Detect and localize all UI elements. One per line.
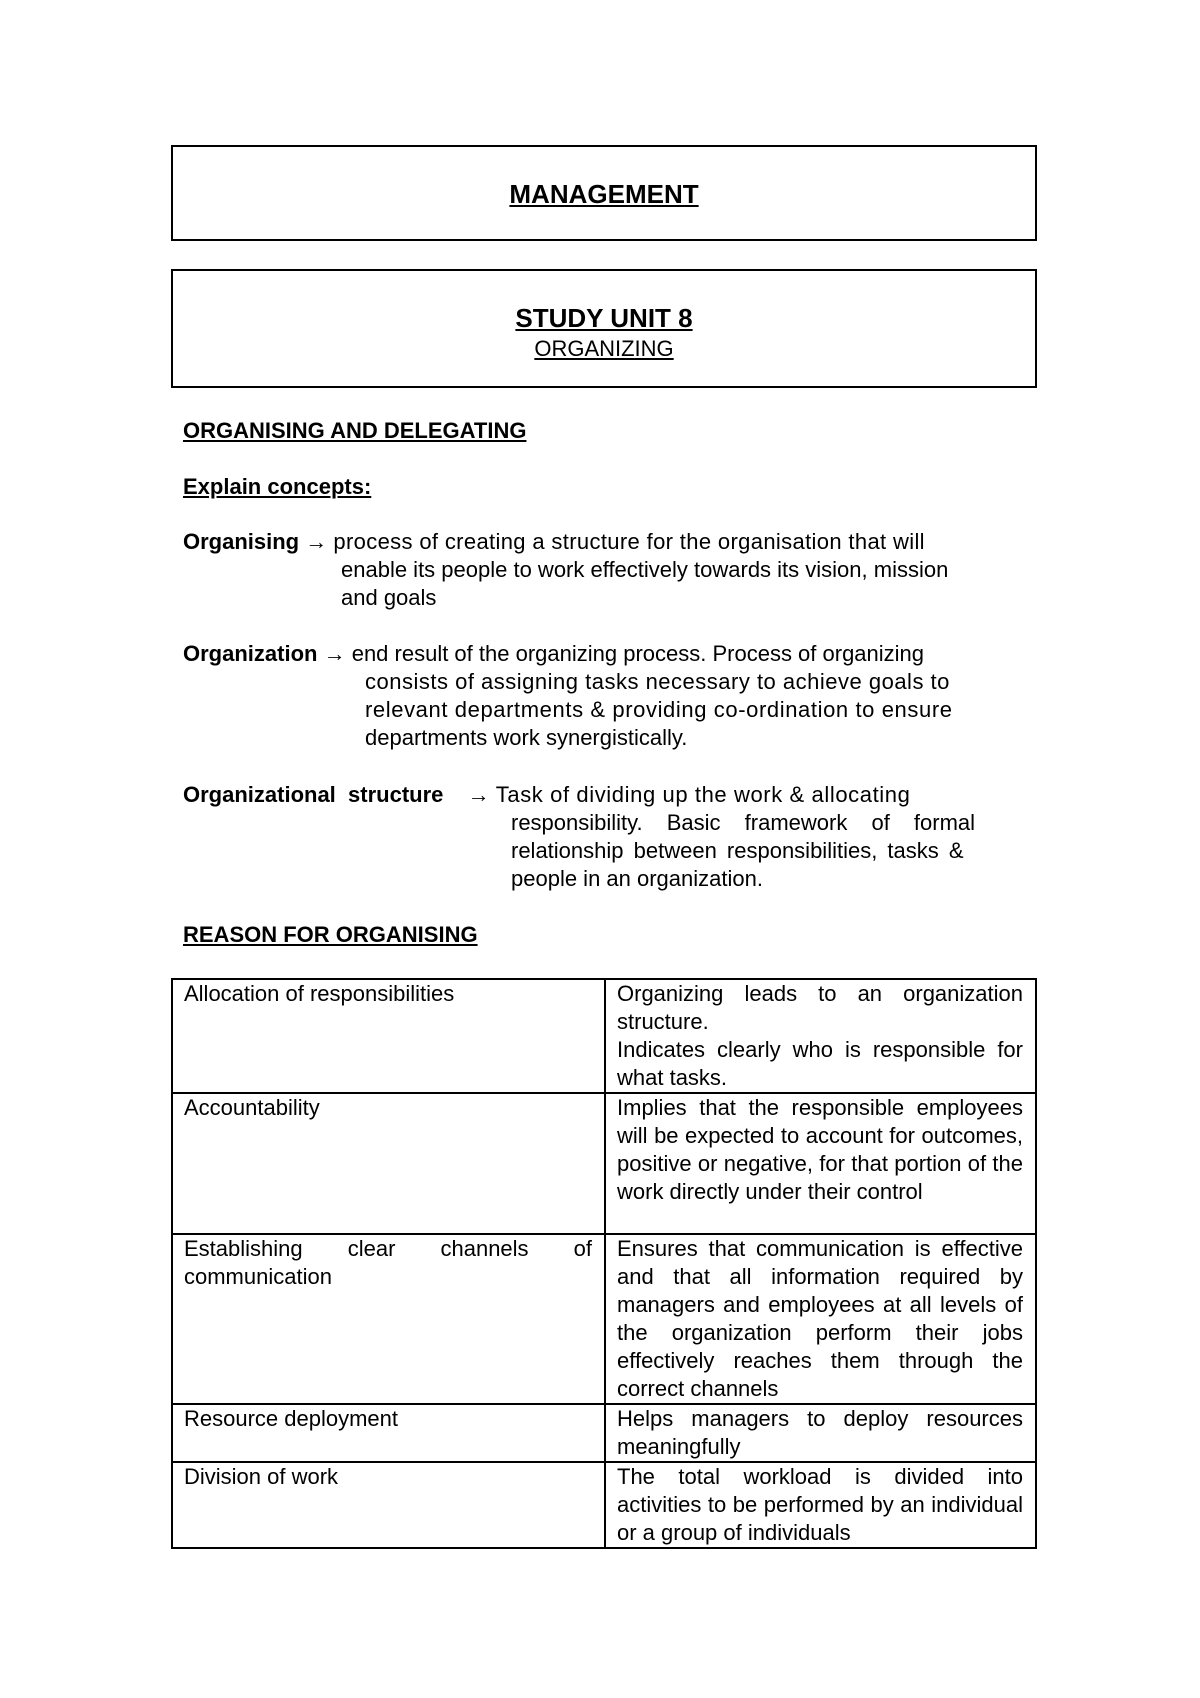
concept-term: Organising (183, 529, 300, 554)
explanation-cell (605, 1234, 1036, 1404)
explanation-text: Ensures that communication is effective and that all information required by managers and employees at all levels of the organization perform their jobs effectively reaches them through the correct channels (617, 1236, 1023, 1401)
concept-definition: end result of the organizing process. Process of organizing (351, 641, 925, 666)
concept-definition: Task of dividing up the work & allocating (495, 782, 911, 807)
concept-first-line (183, 640, 924, 668)
title-box (171, 145, 1037, 241)
concept-first-line (183, 781, 910, 809)
table-row (172, 1093, 1036, 1234)
concept-definition-line: people in an organization. (511, 866, 763, 891)
concept-definition-line: relevant departments & providing co-ordination to ensure (365, 697, 953, 722)
concept-term: Organization (183, 641, 318, 666)
explanation-text: Helps managers to deploy resources meaningfully (617, 1406, 1023, 1459)
reason-text: Allocation of responsibilities (184, 981, 455, 1006)
concept-definition-line: relationship between responsibilities, tasks & (511, 838, 964, 863)
study-unit-title: STUDY UNIT 8 (515, 303, 693, 333)
reason-cell (172, 979, 605, 1093)
reason-text: Establishing clear channels of communication (184, 1236, 592, 1289)
table-row (172, 1404, 1036, 1462)
explanation-cell (605, 1093, 1036, 1234)
concept-definition-line: departments work synergistically. (365, 725, 688, 750)
concept-definition-line: enable its people to work effectively towards its vision, mission (341, 557, 949, 582)
table-row (172, 1234, 1036, 1404)
concept-definition: process of creating a structure for the organisation that will (333, 529, 925, 554)
arrow-icon: → (323, 641, 346, 666)
reason-text: Division of work (184, 1464, 339, 1489)
explanation-cell (605, 1462, 1036, 1548)
concept-term: Organizational structure (183, 782, 444, 807)
reason-cell (172, 1093, 605, 1234)
concept-definition-line: and goals (341, 585, 437, 610)
arrow-icon: → (467, 782, 490, 807)
study-unit-subtitle: ORGANIZING (534, 336, 674, 361)
explanation-text: Indicates clearly who is responsible for what tasks. (617, 1037, 1023, 1090)
concept-definition-line: responsibility. Basic framework of formal (511, 810, 976, 835)
table-row (172, 979, 1036, 1093)
reason-cell (172, 1462, 605, 1548)
explanation-text: Organizing leads to an organization structure. (617, 981, 1023, 1034)
unit-box (171, 269, 1037, 388)
explanation-cell (605, 1404, 1036, 1462)
explanation-text: The total workload is divided into activities to be performed by an individual or a group of individuals (617, 1464, 1023, 1545)
explanation-text: Implies that the responsible employees will be expected to account for outcomes, positive or negative, for that portion of the work directly under their control (617, 1095, 1023, 1204)
concept-first-line (183, 528, 1023, 556)
document-title: MANAGEMENT (509, 179, 699, 209)
reason-text: Resource deployment (184, 1406, 399, 1431)
reasons-table (171, 978, 1037, 1549)
table-row (172, 1462, 1036, 1548)
explain-concepts-heading: Explain concepts: (183, 474, 372, 499)
explanation-cell (605, 979, 1036, 1093)
section-heading-organising: ORGANISING AND DELEGATING (183, 418, 527, 443)
reason-text: Accountability (184, 1095, 320, 1120)
reason-cell (172, 1404, 605, 1462)
section-heading-reasons: REASON FOR ORGANISING (183, 922, 478, 947)
concept-definition-line: consists of assigning tasks necessary to achieve goals to (365, 669, 950, 694)
reason-cell (172, 1234, 605, 1404)
arrow-icon: → (305, 529, 328, 554)
